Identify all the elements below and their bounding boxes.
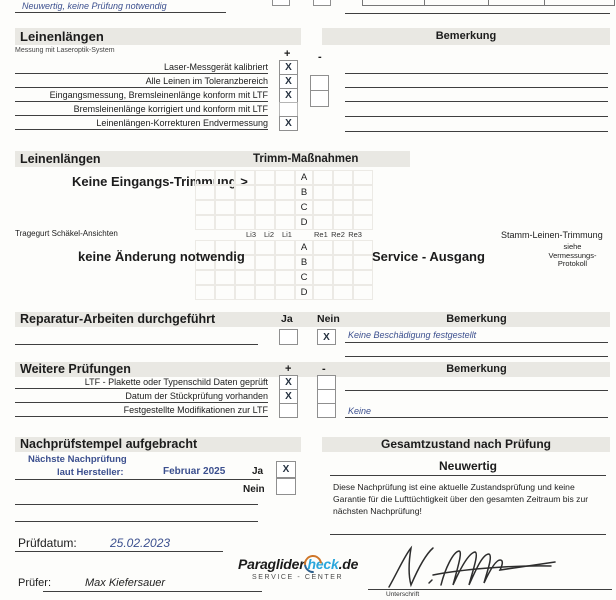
cutoff-checkbox-1 xyxy=(272,0,290,6)
row-underline xyxy=(15,402,268,403)
measure-method-label: Messung mit Laseroptik-System xyxy=(15,47,115,54)
trim-grid-eingang xyxy=(195,170,373,230)
unterschrift-line xyxy=(368,589,612,590)
trimm-title: Leinenlängen xyxy=(20,152,101,166)
checkbox-stueckpruefung-plus[interactable]: X xyxy=(279,389,298,404)
trim-row-letter: B xyxy=(295,255,313,270)
checkbox-korrigiert[interactable] xyxy=(279,102,298,117)
stempel-line xyxy=(15,479,260,480)
check-row-label: Eingangsmessung, Bremsleinenlänge konform mit LTF xyxy=(49,90,268,100)
bemerkung-label-2: Bemerkung xyxy=(446,313,507,325)
bemerkung-line xyxy=(345,116,608,117)
checkbox-stempel-ja[interactable]: X xyxy=(276,461,296,478)
gesamtzustand-value: Neuwertig xyxy=(438,459,497,473)
plus-column-label-2: + xyxy=(285,363,292,375)
checkbox-modifikationen-minus[interactable] xyxy=(317,403,336,418)
checkbox-ltf-plakette-minus[interactable] xyxy=(317,375,336,390)
trim-row-letter: B xyxy=(295,185,313,200)
stempel-title: Nachprüfstempel aufgebracht xyxy=(20,437,198,451)
paraglidercheck-logo xyxy=(238,556,358,581)
pruefer-value: Max Kiefersauer xyxy=(85,577,166,589)
check-row-label: LTF - Plakette oder Typenschild Daten geprüft xyxy=(84,377,268,387)
stempel-ja-label: Ja xyxy=(252,466,264,477)
reparatur-remark-line2 xyxy=(345,356,608,357)
logo-text-heck: heck xyxy=(307,556,339,572)
bemerkung-line xyxy=(345,87,608,88)
check-row-label: Festgestellte Modifikationen zur LTF xyxy=(123,405,268,415)
col-li1: Li1 xyxy=(281,230,292,239)
reparatur-left-line xyxy=(15,344,258,345)
checkbox-ltf-plakette-plus[interactable]: X xyxy=(279,375,298,390)
pruefdatum-underline xyxy=(15,551,223,552)
col-re2: Re2 xyxy=(331,230,345,239)
row-underline xyxy=(15,101,268,102)
section-leinen-header xyxy=(15,28,301,45)
left-riser-columns xyxy=(246,230,292,239)
trim-row-letter: D xyxy=(295,215,313,230)
trim-row-letter: C xyxy=(295,270,313,285)
section-reparatur-header xyxy=(15,312,610,327)
weitere-remark: Keine xyxy=(348,406,372,416)
tragegurt-label: Tragegurt Schäkel-Ansichten xyxy=(15,229,118,238)
cutoff-table xyxy=(362,0,615,6)
reparatur-title: Reparatur-Arbeiten durchgeführt xyxy=(20,312,216,326)
col-re3: Re3 xyxy=(348,230,362,239)
weitere-title: Weitere Prüfungen xyxy=(20,362,131,376)
col-li3: Li3 xyxy=(246,230,257,239)
logo-text-de: .de xyxy=(338,556,359,572)
checkbox-laser-kalibriert[interactable]: X xyxy=(279,60,298,75)
check-row-label: Bremsleinenlänge korrigiert und konform mit LTF xyxy=(73,104,268,114)
condition-note: Neuwertig, keine Prüfung notwendig xyxy=(22,1,167,11)
check-row-label: Datum der Stückprüfung vorhanden xyxy=(125,391,268,401)
bemerkung-line xyxy=(345,73,608,74)
next-date-value: Februar 2025 xyxy=(163,466,226,477)
row-underline xyxy=(15,87,268,88)
stempel-nein-label: Nein xyxy=(243,484,265,495)
section-leinen-title: Leinenlängen xyxy=(20,29,104,44)
ja-label: Ja xyxy=(281,313,293,325)
weitere-bemerkung-line2 xyxy=(345,417,608,418)
checkbox-modifikationen-plus[interactable] xyxy=(279,403,298,418)
bemerkung-label-1: Bemerkung xyxy=(435,30,497,42)
check-row-label: Leinenlängen-Korrekturen Endvermessung xyxy=(96,118,268,128)
trim-row-letter: A xyxy=(295,170,313,185)
checkbox-toleranzbereich[interactable]: X xyxy=(279,74,298,89)
unterschrift-label: Unterschrift xyxy=(386,591,420,598)
gesamt-line-bottom xyxy=(330,534,606,535)
pruefdatum-value: 25.02.2023 xyxy=(110,536,171,550)
service-ausgang-label: Service - Ausgang xyxy=(372,249,485,264)
trim-row-letter: A xyxy=(295,240,313,255)
minus-column-label-1: - xyxy=(318,51,322,63)
row-underline xyxy=(15,388,268,389)
row-underline xyxy=(15,129,268,130)
stempel-empty-line-1 xyxy=(15,504,258,505)
bemerkung-line xyxy=(345,101,608,102)
section-stempel-header xyxy=(15,437,301,452)
checkbox-eingangsmessung[interactable]: X xyxy=(279,88,298,103)
note-underline xyxy=(15,12,226,13)
top-right-line xyxy=(345,13,610,14)
checkbox-endvermessung[interactable]: X xyxy=(279,116,298,131)
row-underline xyxy=(15,73,268,74)
eingang-trimmung-note: Keine Eingangs-Trimmung > xyxy=(72,174,248,189)
stempel-empty-line-2 xyxy=(15,521,258,522)
section-gesamt-header xyxy=(322,437,610,452)
weitere-bemerkung-line xyxy=(345,390,608,391)
row-underline xyxy=(15,416,268,417)
row-underline xyxy=(15,115,268,116)
logo-text-paraglider: Paraglider xyxy=(238,556,305,572)
logo-subtitle: SERVICE - CENTER xyxy=(252,574,344,581)
naechste-nachpruefung-label: Nächste Nachprüfung xyxy=(28,454,127,465)
check-row-label: Laser-Messgerät kalibriert xyxy=(163,62,268,72)
right-riser-columns xyxy=(314,230,362,239)
laut-hersteller-label: laut Hersteller: xyxy=(57,467,124,478)
checkbox-stueckpruefung-minus[interactable] xyxy=(317,389,336,404)
cutoff-checkbox-2 xyxy=(313,0,331,6)
trim-row-letter: D xyxy=(295,285,313,300)
trim-row-letter: C xyxy=(295,200,313,215)
pruefer-label: Prüfer: xyxy=(18,577,52,589)
minus-column-label-2: - xyxy=(322,363,326,375)
pruefdatum-label: Prüfdatum: xyxy=(18,536,77,550)
checkbox-reparatur-ja[interactable] xyxy=(279,329,298,345)
col-li2: Li2 xyxy=(263,230,274,239)
ausgang-trimmung-note: keine Änderung notwendig xyxy=(78,249,245,264)
checkbox-reparatur-nein[interactable]: X xyxy=(317,329,336,345)
pruefer-underline xyxy=(43,591,262,592)
gesamt-title: Gesamtzustand nach Prüfung xyxy=(380,437,552,451)
bemerkung-line xyxy=(345,131,608,132)
section-trimm-header xyxy=(15,151,410,167)
gesamt-disclaimer: Diese Nachprüfung ist eine aktuelle Zustandsprüfung und keine Garantie für die Lufttüchtigkeit über den gesamten Zeitraum bis zur nächsten Nachprüfung! xyxy=(333,482,589,516)
bemerkung-label-3: Bemerkung xyxy=(446,363,507,375)
reparatur-remark: Keine Beschädigung festgestellt xyxy=(348,330,477,340)
signature-scribble xyxy=(383,545,563,591)
gesamt-line-top xyxy=(330,475,606,476)
check-row-label: Alle Leinen im Toleranzbereich xyxy=(145,76,268,86)
stamm-leinen-label: Stamm-Leinen-Trimmung xyxy=(501,230,603,240)
checkbox-stempel-nein[interactable] xyxy=(276,478,296,495)
section-leinen-bemerkung-header xyxy=(322,28,610,45)
nein-label: Nein xyxy=(317,313,340,325)
minus-checkbox-2[interactable] xyxy=(310,90,329,107)
section-weitere-header xyxy=(15,362,610,377)
plus-column-label-1: + xyxy=(284,48,291,60)
siehe-protokoll-note: siehe Vermessungs- Protokoll xyxy=(548,242,597,268)
col-re1: Re1 xyxy=(314,230,328,239)
logo-check-ring-icon xyxy=(304,556,338,572)
reparatur-remark-line xyxy=(345,342,608,343)
trimm-massnahmen-label: Trimm-Maßnahmen xyxy=(253,153,359,165)
